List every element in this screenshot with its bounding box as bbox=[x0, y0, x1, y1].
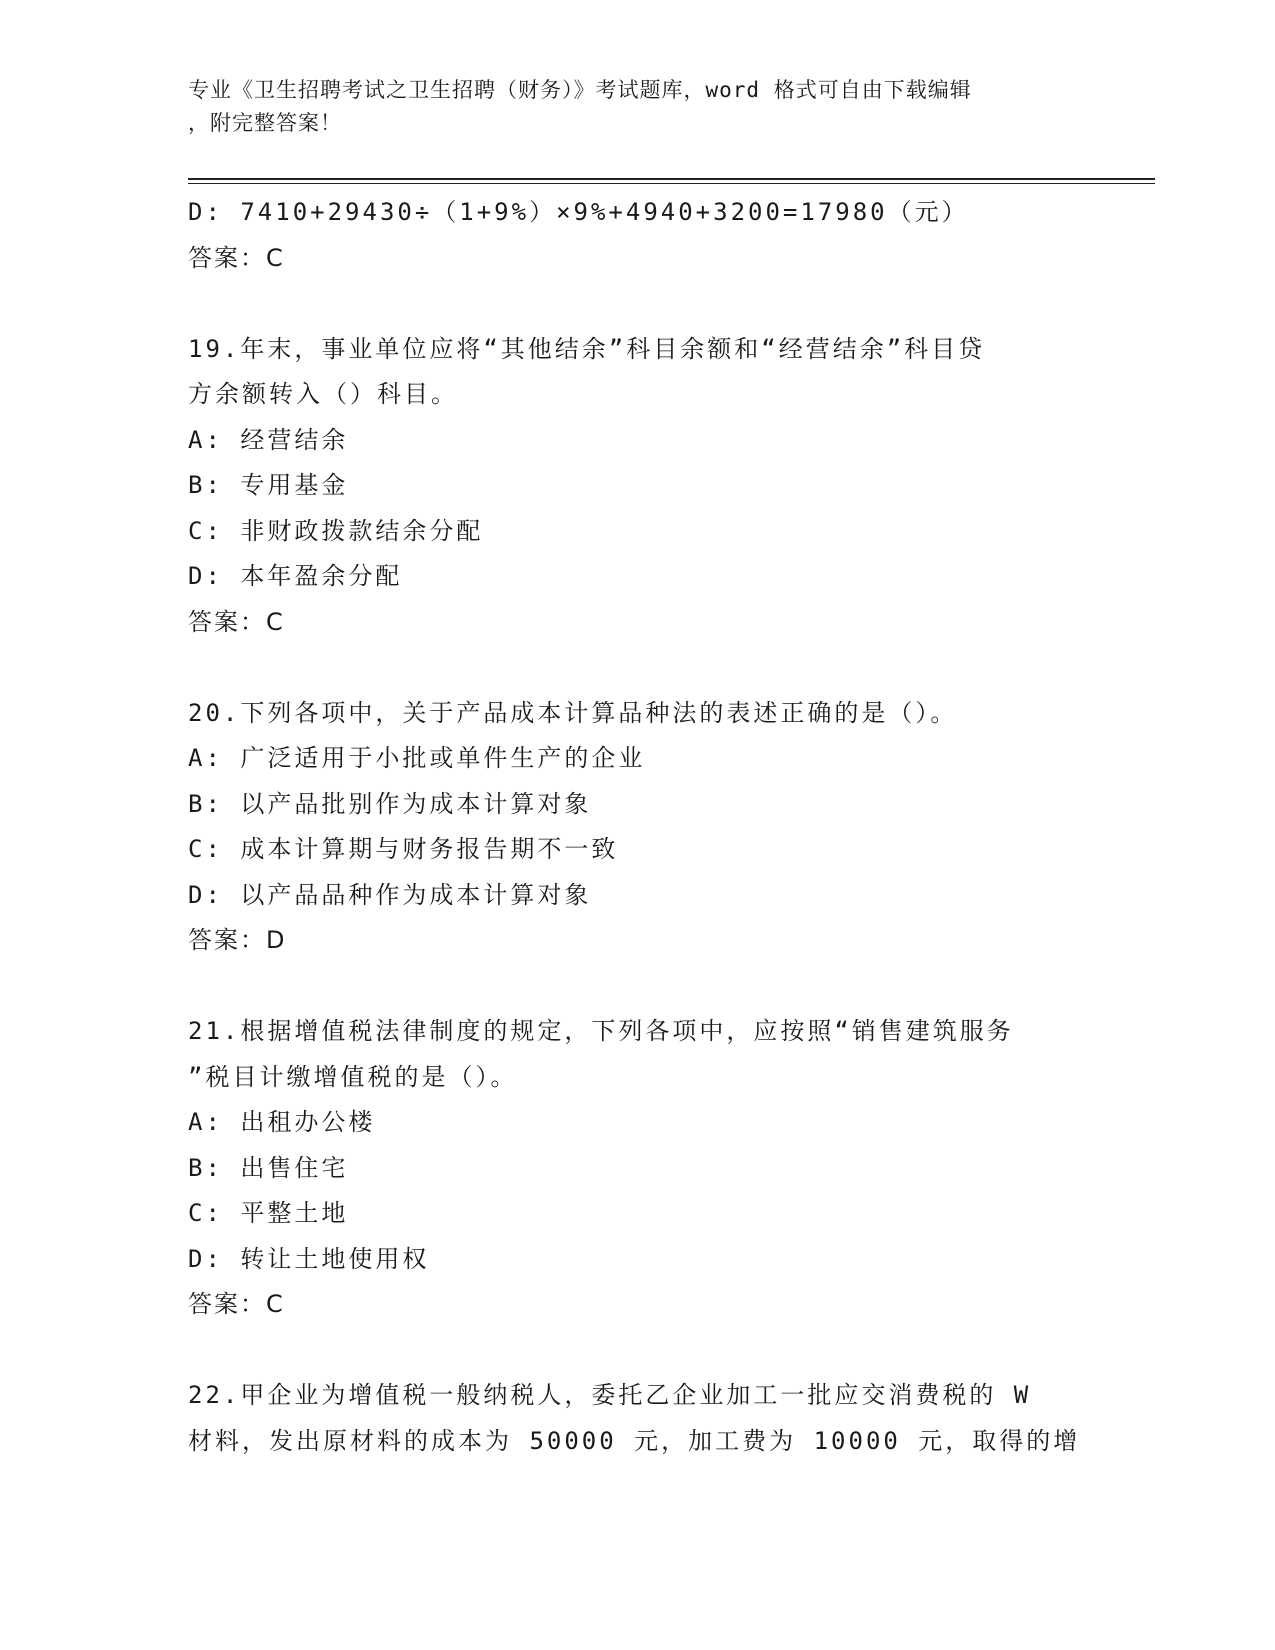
question-stem-line: 21.根据增值税法律制度的规定，下列各项中，应按照“销售建筑服务 bbox=[188, 1017, 1014, 1045]
header-divider-thick bbox=[188, 178, 1155, 180]
question-stem-line: 材料，发出原材料的成本为 50000 元，加工费为 10000 元，取得的增 bbox=[188, 1426, 1081, 1455]
question-20 bbox=[188, 691, 1088, 964]
question-stem-line: 20.下列各项中，关于产品成本计算品种法的表述正确的是（）。 bbox=[188, 698, 958, 727]
header-divider-thin bbox=[188, 183, 1155, 184]
header-line-1: 专业《卫生招聘考试之卫生招聘（财务）》考试题库，word 格式可自由下载编辑 bbox=[188, 78, 972, 102]
page-header bbox=[188, 74, 1078, 140]
question-21 bbox=[188, 1009, 1088, 1328]
option-c: C: 非财政拨款结余分配 bbox=[188, 516, 484, 545]
answer: 答案：C bbox=[188, 607, 285, 636]
answer: 答案：C bbox=[188, 1290, 285, 1318]
option-d: D: 以产品品种作为成本计算对象 bbox=[188, 880, 592, 909]
question-19 bbox=[188, 327, 1088, 646]
header-line-2: ，附完整答案！ bbox=[188, 111, 342, 135]
option-b: B: 出售住宅 bbox=[188, 1153, 349, 1182]
prev-option-d: D: 7410+29430÷（1+9%）×9%+4940+3200=17980（元） bbox=[188, 198, 969, 226]
option-d: D: 转让土地使用权 bbox=[188, 1244, 430, 1273]
option-c: C: 平整土地 bbox=[188, 1199, 349, 1227]
question-22 bbox=[188, 1373, 1088, 1464]
prev-answer: 答案：C bbox=[188, 243, 285, 272]
option-b: B: 专用基金 bbox=[188, 471, 349, 499]
option-b: B: 以产品批别作为成本计算对象 bbox=[188, 789, 592, 818]
option-a: A: 出租办公楼 bbox=[188, 1108, 376, 1136]
option-d: D: 本年盈余分配 bbox=[188, 562, 403, 590]
option-a: A: 广泛适用于小批或单件生产的企业 bbox=[188, 744, 646, 772]
option-c: C: 成本计算期与财务报告期不一致 bbox=[188, 835, 619, 863]
option-a: A: 经营结余 bbox=[188, 425, 349, 454]
question-stem-line: 19.年末，事业单位应将“其他结余”科目余额和“经营结余”科目贷 bbox=[188, 334, 986, 363]
question-content bbox=[188, 190, 1088, 1464]
question-stem-line: 22.甲企业为增值税一般纳税人，委托乙企业加工一批应交消费税的 W bbox=[188, 1381, 1032, 1409]
answer: 答案：D bbox=[188, 926, 287, 954]
question-stem-line: ”税目计缴增值税的是（）。 bbox=[188, 1062, 518, 1091]
question-stem-line: 方余额转入（）科目。 bbox=[188, 380, 458, 408]
